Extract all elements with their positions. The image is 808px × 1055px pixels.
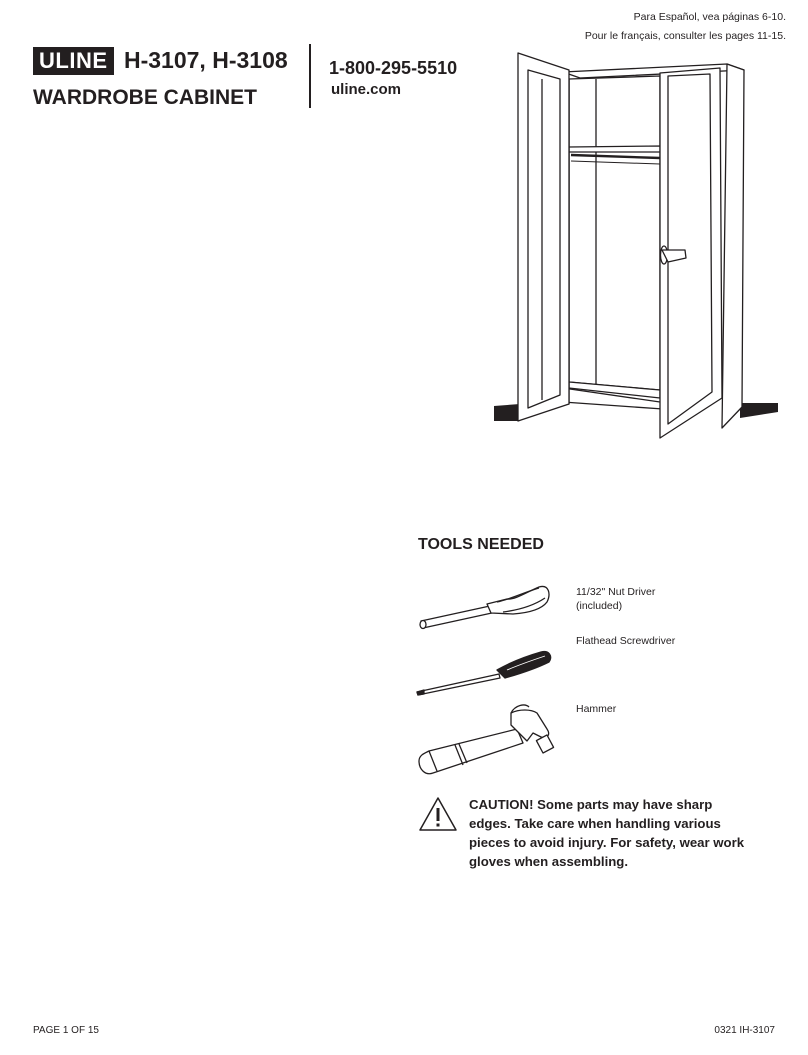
page-number: PAGE 1 OF 15	[33, 1025, 99, 1036]
nut-driver-icon	[415, 580, 555, 640]
warning-triangle-icon	[418, 796, 458, 832]
hammer-icon	[415, 703, 565, 783]
page-title: WARDROBE CABINET	[33, 86, 257, 109]
nut-driver-label: 11/32" Nut Driver	[576, 586, 656, 598]
uline-logo: ULINE	[33, 47, 114, 75]
hammer-label: Hammer	[576, 703, 617, 715]
screwdriver-label: Flathead Screwdriver	[576, 635, 676, 647]
caution-line: pieces to avoid injury. For safety, wear work	[469, 835, 745, 850]
flathead-screwdriver-icon	[415, 648, 555, 700]
caution-text	[469, 795, 769, 871]
french-note: Pour le français, consulter les pages 11-15.	[584, 30, 786, 42]
document-code: 0321 IH-3107	[714, 1025, 775, 1036]
nut-driver-sublabel: (included)	[576, 600, 623, 612]
model-numbers: H-3107, H-3108	[124, 47, 288, 73]
tools-heading: TOOLS NEEDED	[418, 536, 544, 553]
website-link: uline.com	[331, 81, 402, 98]
header-divider	[309, 44, 311, 108]
caution-line: edges. Take care when handling various	[469, 816, 721, 831]
spanish-note: Para Español, vea páginas 6-10.	[633, 11, 786, 23]
caution-line: gloves when assembling.	[469, 854, 629, 869]
phone-number: 1-800-295-5510	[329, 58, 458, 78]
wardrobe-cabinet-illustration	[490, 45, 780, 445]
caution-line: CAUTION! Some parts may have sharp	[469, 797, 713, 812]
